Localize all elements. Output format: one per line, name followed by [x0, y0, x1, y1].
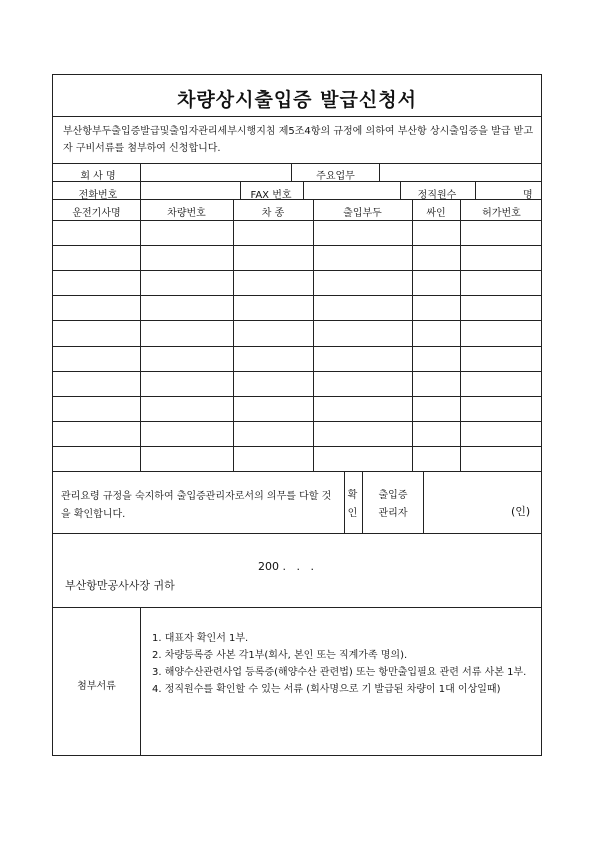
staff-unit: 명 [523, 190, 533, 201]
fax-field[interactable] [308, 186, 398, 198]
attachment-list [150, 630, 532, 698]
business-label: 주요업무 [316, 171, 355, 182]
company-label: 회 사 명 [80, 171, 116, 182]
staff-label: 정직원수 [417, 190, 457, 201]
seal-mark: (인) [511, 505, 531, 518]
manager-label: 출입증 관리자 [378, 490, 408, 519]
attachment-item: 2. 차량등록증 사본 각1부(회사, 본인 또는 직계가족 명의). [152, 650, 408, 661]
attachment-item: 1. 대표자 확인서 1부. [152, 633, 249, 644]
col-header-dock: 출입부두 [343, 208, 382, 219]
company-field[interactable] [148, 167, 283, 179]
phone-field[interactable] [148, 186, 238, 198]
col-header-car-type: 차 종 [261, 208, 285, 219]
attachment-item: 4. 정직원수를 확인할 수 있는 서류 (회사명으로 기 발급된 차량이 1대 이상일때) [152, 684, 501, 695]
vehicle-rows[interactable] [53, 220, 541, 470]
fax-label: FAX 번호 [250, 190, 292, 201]
application-form [52, 74, 542, 756]
confirm-label: 확 인 [347, 490, 358, 519]
col-header-car-number: 차량번호 [167, 208, 206, 219]
col-header-sign: 싸인 [426, 208, 446, 219]
date-text[interactable]: 200 . . . [258, 560, 314, 573]
phone-label: 전화번호 [78, 190, 118, 201]
business-field[interactable] [383, 167, 533, 179]
addressee-text: 부산항만공사사장 귀하 [65, 579, 175, 592]
attach-label: 첨부서류 [77, 681, 116, 692]
form-title: 차량상시출입증 발급신청서 [177, 89, 417, 111]
attachment-item: 3. 해양수산관련사업 등록증(해양수산 관련법) 또는 항만출입필요 관련 서류 사본 1부. [152, 667, 527, 678]
confirm-text: 관리요령 규정을 숙지하여 출입증관리자로서의 의무를 다할 것을 확인합니다. [61, 491, 332, 520]
col-header-driver: 운전기사명 [72, 208, 121, 219]
intro-text: 부산항부두출입증발급및출입자관리세부시행지침 제5조4항의 규정에 의하여 부산항 상시출입증을 발급 받고자 구비서류를 첨부하여 신청합니다. [63, 126, 533, 154]
col-header-permit: 허가번호 [482, 208, 521, 219]
